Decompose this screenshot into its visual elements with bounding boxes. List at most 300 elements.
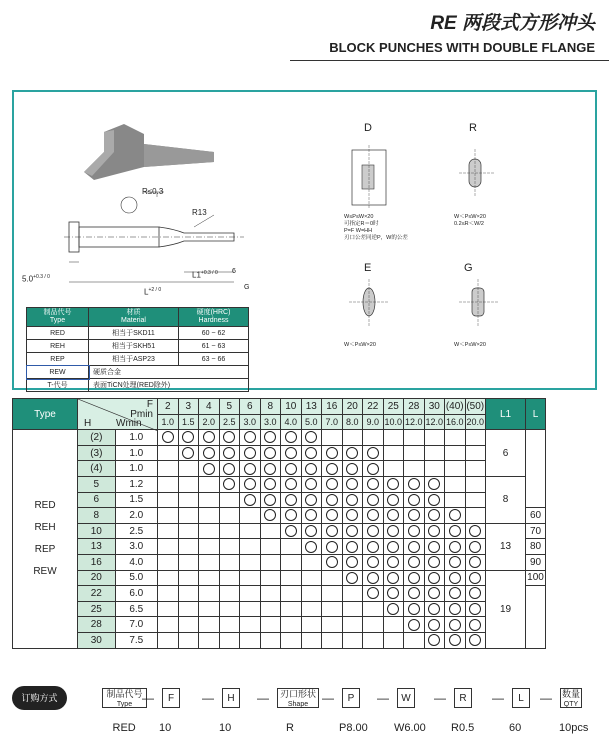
shape-d-note-4: 刃口公差同逆P，W的公差 xyxy=(344,235,408,241)
circle-icon xyxy=(182,431,194,443)
available-mark xyxy=(301,539,322,555)
pmin-label: Pmin xyxy=(130,409,153,420)
empty-cell xyxy=(260,554,281,570)
available-mark xyxy=(301,461,322,477)
table-row xyxy=(13,570,546,586)
empty-cell xyxy=(199,508,220,524)
mat-row xyxy=(27,340,249,353)
empty-cell xyxy=(445,445,466,461)
l-value: 70 xyxy=(526,523,546,539)
empty-cell xyxy=(445,430,466,446)
circle-icon xyxy=(326,463,338,475)
order-field-label-en: Shape xyxy=(287,701,309,708)
available-mark xyxy=(404,476,425,492)
circle-icon xyxy=(346,494,358,506)
r-corner-label: R≤0.3 xyxy=(142,187,164,196)
available-mark xyxy=(219,430,240,446)
circle-icon xyxy=(264,478,276,490)
empty-cell xyxy=(158,445,179,461)
order-example-value: 10pcs xyxy=(559,722,589,734)
empty-cell xyxy=(281,632,302,648)
available-mark xyxy=(342,523,363,539)
empty-cell xyxy=(199,523,220,539)
dash-separator: — xyxy=(257,691,269,705)
available-mark xyxy=(404,570,425,586)
empty-cell xyxy=(322,586,343,602)
empty-cell xyxy=(281,539,302,555)
shape-g-label: G xyxy=(464,262,473,274)
empty-cell xyxy=(342,430,363,446)
circle-icon xyxy=(367,509,379,521)
circle-icon xyxy=(285,463,297,475)
shape-r-drawing xyxy=(454,147,514,207)
f-value: 3 xyxy=(178,399,199,415)
empty-cell xyxy=(383,461,404,477)
w-value: 7.0 xyxy=(115,617,157,633)
h-value: 30 xyxy=(78,632,116,648)
empty-cell xyxy=(178,508,199,524)
empty-cell xyxy=(322,430,343,446)
shape-g-drawing xyxy=(454,277,514,337)
circle-icon xyxy=(387,494,399,506)
empty-cell xyxy=(158,554,179,570)
empty-cell xyxy=(178,617,199,633)
circle-icon xyxy=(182,447,194,459)
circle-icon xyxy=(346,509,358,521)
circle-icon xyxy=(264,463,276,475)
circle-icon xyxy=(428,525,440,537)
pmin-value: 1.0 xyxy=(158,414,179,430)
available-mark xyxy=(465,632,486,648)
h-value: (2) xyxy=(78,430,116,446)
empty-cell xyxy=(178,570,199,586)
available-mark xyxy=(219,476,240,492)
mat-hardness: 60 ~ 62 xyxy=(179,327,249,340)
empty-cell xyxy=(219,586,240,602)
l-value xyxy=(526,430,546,508)
circle-icon xyxy=(264,431,276,443)
circle-icon xyxy=(346,447,358,459)
available-mark xyxy=(404,586,425,602)
available-mark xyxy=(260,476,281,492)
circle-icon xyxy=(203,447,215,459)
table-row xyxy=(13,430,546,446)
order-example-value: R xyxy=(286,722,294,734)
empty-cell xyxy=(199,554,220,570)
circle-icon xyxy=(285,447,297,459)
order-field-label: L xyxy=(518,693,524,704)
circle-icon xyxy=(367,587,379,599)
circle-icon xyxy=(428,478,440,490)
empty-cell xyxy=(158,617,179,633)
mat-row xyxy=(27,327,249,340)
order-field-label: 制品代号 xyxy=(106,689,143,699)
available-mark xyxy=(445,508,466,524)
available-mark xyxy=(219,461,240,477)
empty-cell xyxy=(199,632,220,648)
available-mark xyxy=(445,617,466,633)
circle-icon xyxy=(264,447,276,459)
circle-icon xyxy=(223,463,235,475)
order-field xyxy=(397,688,415,708)
empty-cell xyxy=(465,445,486,461)
f-value: (40) xyxy=(445,399,466,415)
mat-header-type-cn: 制品代号 xyxy=(43,309,72,316)
l1-header: L1 xyxy=(486,399,526,430)
mat-type: REW xyxy=(27,366,89,379)
available-mark xyxy=(260,461,281,477)
mat-material: 相当于SKD11 xyxy=(89,327,179,340)
circle-icon xyxy=(408,494,420,506)
circle-icon xyxy=(326,509,338,521)
circle-icon xyxy=(428,619,440,631)
circle-icon xyxy=(305,431,317,443)
empty-cell xyxy=(404,445,425,461)
circle-icon xyxy=(346,541,358,553)
available-mark xyxy=(281,523,302,539)
table-row xyxy=(13,445,546,461)
pmin-value: 1.5 xyxy=(178,414,199,430)
circle-icon xyxy=(469,634,481,646)
circle-icon xyxy=(346,463,358,475)
circle-icon xyxy=(367,494,379,506)
pmin-value: 20.0 xyxy=(465,414,486,430)
mat-hardness: 63 ~ 66 xyxy=(179,353,249,366)
empty-cell xyxy=(383,617,404,633)
f-value: 22 xyxy=(363,399,384,415)
available-mark xyxy=(363,461,384,477)
available-mark xyxy=(383,523,404,539)
available-mark xyxy=(342,492,363,508)
available-mark xyxy=(322,492,343,508)
empty-cell xyxy=(260,632,281,648)
h-value: 6 xyxy=(78,492,116,508)
available-mark xyxy=(445,539,466,555)
empty-cell xyxy=(281,570,302,586)
mat-header-hardness-en: Hardness xyxy=(198,317,229,324)
order-example-value: RED xyxy=(112,722,136,734)
empty-cell xyxy=(465,430,486,446)
circle-icon xyxy=(367,525,379,537)
circle-icon xyxy=(449,603,461,615)
empty-cell xyxy=(178,601,199,617)
mat-material: 硬质合金 xyxy=(89,366,249,379)
available-mark xyxy=(424,539,445,555)
available-mark xyxy=(301,445,322,461)
l1-value: 13 xyxy=(486,523,526,570)
empty-cell xyxy=(301,601,322,617)
circle-icon xyxy=(408,541,420,553)
circle-icon xyxy=(469,572,481,584)
empty-cell xyxy=(219,508,240,524)
circle-icon xyxy=(367,447,379,459)
available-mark xyxy=(445,570,466,586)
circle-icon xyxy=(469,541,481,553)
circle-icon xyxy=(449,587,461,599)
f-value: 6 xyxy=(240,399,261,415)
available-mark xyxy=(342,508,363,524)
available-mark xyxy=(383,570,404,586)
w-value: 7.5 xyxy=(115,632,157,648)
circle-icon xyxy=(449,541,461,553)
order-field xyxy=(342,688,360,708)
mat-type: REP xyxy=(27,353,89,366)
empty-cell xyxy=(281,617,302,633)
empty-cell xyxy=(260,539,281,555)
available-mark xyxy=(424,523,445,539)
available-mark xyxy=(363,476,384,492)
available-mark xyxy=(383,492,404,508)
h-label: H xyxy=(84,418,92,430)
available-mark xyxy=(178,430,199,446)
available-mark xyxy=(404,508,425,524)
f-value: (50) xyxy=(465,399,486,415)
f-value: 30 xyxy=(424,399,445,415)
table-row xyxy=(13,492,546,508)
available-mark xyxy=(465,601,486,617)
available-mark xyxy=(383,539,404,555)
empty-cell xyxy=(178,476,199,492)
empty-cell xyxy=(178,539,199,555)
circle-icon xyxy=(244,494,256,506)
available-mark xyxy=(342,554,363,570)
circle-icon xyxy=(305,494,317,506)
circle-icon xyxy=(387,478,399,490)
empty-cell xyxy=(240,617,261,633)
mat-header-hardness xyxy=(179,308,249,327)
circle-icon xyxy=(305,509,317,521)
empty-cell xyxy=(199,476,220,492)
available-mark xyxy=(322,445,343,461)
w-value: 4.0 xyxy=(115,554,157,570)
available-mark xyxy=(465,539,486,555)
empty-cell xyxy=(219,492,240,508)
empty-cell xyxy=(445,492,466,508)
circle-icon xyxy=(244,447,256,459)
empty-cell xyxy=(178,554,199,570)
table-row xyxy=(13,632,546,648)
available-mark xyxy=(240,476,261,492)
empty-cell xyxy=(465,508,486,524)
circle-icon xyxy=(346,525,358,537)
circle-icon xyxy=(203,431,215,443)
circle-icon xyxy=(449,619,461,631)
empty-cell xyxy=(281,586,302,602)
w-value: 1.0 xyxy=(115,461,157,477)
circle-icon xyxy=(428,494,440,506)
type-name: REH xyxy=(34,521,56,533)
l1-value: 19 xyxy=(486,570,526,648)
table-row xyxy=(13,476,546,492)
circle-icon xyxy=(469,525,481,537)
empty-cell xyxy=(178,461,199,477)
available-mark xyxy=(260,445,281,461)
empty-cell xyxy=(158,586,179,602)
circle-icon xyxy=(285,494,297,506)
order-example-value: W6.00 xyxy=(394,722,426,734)
circle-icon xyxy=(285,431,297,443)
circle-icon xyxy=(326,447,338,459)
available-mark xyxy=(158,430,179,446)
available-mark xyxy=(260,508,281,524)
shape-d-drawing xyxy=(344,140,404,210)
empty-cell xyxy=(158,476,179,492)
empty-cell xyxy=(424,430,445,446)
available-mark xyxy=(424,492,445,508)
order-method xyxy=(12,686,597,746)
flange-dim-value: 5.0 xyxy=(22,274,34,284)
circle-icon xyxy=(449,525,461,537)
available-mark xyxy=(281,445,302,461)
empty-cell xyxy=(424,461,445,477)
mat-row xyxy=(27,366,249,379)
empty-cell xyxy=(219,554,240,570)
available-mark xyxy=(322,539,343,555)
order-field-label: W xyxy=(401,693,411,704)
empty-cell xyxy=(158,492,179,508)
available-mark xyxy=(424,554,445,570)
available-mark xyxy=(281,508,302,524)
circle-icon xyxy=(387,603,399,615)
order-field-label: P xyxy=(347,693,355,704)
circle-icon xyxy=(469,556,481,568)
empty-cell xyxy=(342,601,363,617)
w-value: 1.0 xyxy=(115,430,157,446)
available-mark xyxy=(342,461,363,477)
empty-cell xyxy=(260,570,281,586)
available-mark xyxy=(342,476,363,492)
available-mark xyxy=(383,508,404,524)
pmin-value: 8.0 xyxy=(342,414,363,430)
circle-icon xyxy=(285,509,297,521)
available-mark xyxy=(199,430,220,446)
empty-cell xyxy=(322,570,343,586)
empty-cell xyxy=(240,554,261,570)
mat-header-material-cn: 材质 xyxy=(126,309,141,316)
empty-cell xyxy=(383,430,404,446)
available-mark xyxy=(301,523,322,539)
pmin-value: 3.0 xyxy=(240,414,261,430)
dash-separator: — xyxy=(434,691,446,705)
dash-separator: — xyxy=(377,691,389,705)
pmin-value: 2.5 xyxy=(219,414,240,430)
shape-e-drawing xyxy=(344,277,404,337)
circle-icon xyxy=(408,525,420,537)
l-value: 80 xyxy=(526,539,546,555)
circle-icon xyxy=(387,541,399,553)
shape-r-label: R xyxy=(469,122,477,134)
empty-cell xyxy=(199,570,220,586)
empty-cell xyxy=(301,586,322,602)
l-value: 90 xyxy=(526,554,546,570)
mat-header-material-en: Material xyxy=(121,317,146,324)
mat-material: 相当于SKH51 xyxy=(89,340,179,353)
h-value: 16 xyxy=(78,554,116,570)
circle-icon xyxy=(387,572,399,584)
flange-dim xyxy=(22,274,50,284)
circle-icon xyxy=(367,478,379,490)
empty-cell xyxy=(240,586,261,602)
available-mark xyxy=(240,492,261,508)
empty-cell xyxy=(404,632,425,648)
h-value: 22 xyxy=(78,586,116,602)
mat-header-type-en: Type xyxy=(49,317,66,324)
dash-separator: — xyxy=(142,691,154,705)
available-mark xyxy=(342,570,363,586)
circle-icon xyxy=(428,587,440,599)
available-mark xyxy=(199,461,220,477)
available-mark xyxy=(281,492,302,508)
circle-icon xyxy=(244,431,256,443)
pmin-value: 9.0 xyxy=(363,414,384,430)
empty-cell xyxy=(363,617,384,633)
h-value: 25 xyxy=(78,601,116,617)
empty-cell xyxy=(219,570,240,586)
dash-separator: — xyxy=(492,691,504,705)
empty-cell xyxy=(158,539,179,555)
available-mark xyxy=(383,601,404,617)
title-rule xyxy=(290,60,609,61)
circle-icon xyxy=(223,478,235,490)
available-mark xyxy=(424,476,445,492)
available-mark xyxy=(383,554,404,570)
empty-cell xyxy=(240,508,261,524)
available-mark xyxy=(322,508,343,524)
flange-dim-tol: +0.3 / 0 xyxy=(33,274,50,280)
empty-cell xyxy=(322,601,343,617)
f-value: 13 xyxy=(301,399,322,415)
mat-hardness: 61 ~ 63 xyxy=(179,340,249,353)
empty-cell xyxy=(404,461,425,477)
available-mark xyxy=(424,632,445,648)
available-mark xyxy=(281,461,302,477)
h-value: 28 xyxy=(78,617,116,633)
w-value: 1.0 xyxy=(115,445,157,461)
circle-icon xyxy=(367,556,379,568)
empty-cell xyxy=(158,523,179,539)
r13-label: R13 xyxy=(192,208,207,217)
empty-cell xyxy=(240,632,261,648)
order-example-value: 10 xyxy=(219,722,232,734)
available-mark xyxy=(445,554,466,570)
dash-separator: — xyxy=(540,691,552,705)
f-value: 5 xyxy=(219,399,240,415)
wmin-label: Wmin xyxy=(116,418,142,430)
empty-cell xyxy=(363,601,384,617)
circle-icon xyxy=(367,572,379,584)
available-mark xyxy=(383,476,404,492)
order-field-label: F xyxy=(167,693,175,704)
l1-value: 6 xyxy=(486,430,526,477)
circle-icon xyxy=(387,587,399,599)
available-mark xyxy=(322,523,343,539)
available-mark xyxy=(363,492,384,508)
order-field-label-en: QTY xyxy=(563,701,579,708)
available-mark xyxy=(322,554,343,570)
circle-icon xyxy=(162,431,174,443)
circle-icon xyxy=(428,509,440,521)
available-mark xyxy=(281,476,302,492)
title-cn: RE 两段式方形冲头 xyxy=(430,13,595,34)
empty-cell xyxy=(178,632,199,648)
circle-icon xyxy=(244,463,256,475)
dash-separator: — xyxy=(202,691,214,705)
f-value: 25 xyxy=(383,399,404,415)
circle-icon xyxy=(469,603,481,615)
pmin-value: 3.0 xyxy=(260,414,281,430)
order-field xyxy=(560,688,582,708)
available-mark xyxy=(445,601,466,617)
